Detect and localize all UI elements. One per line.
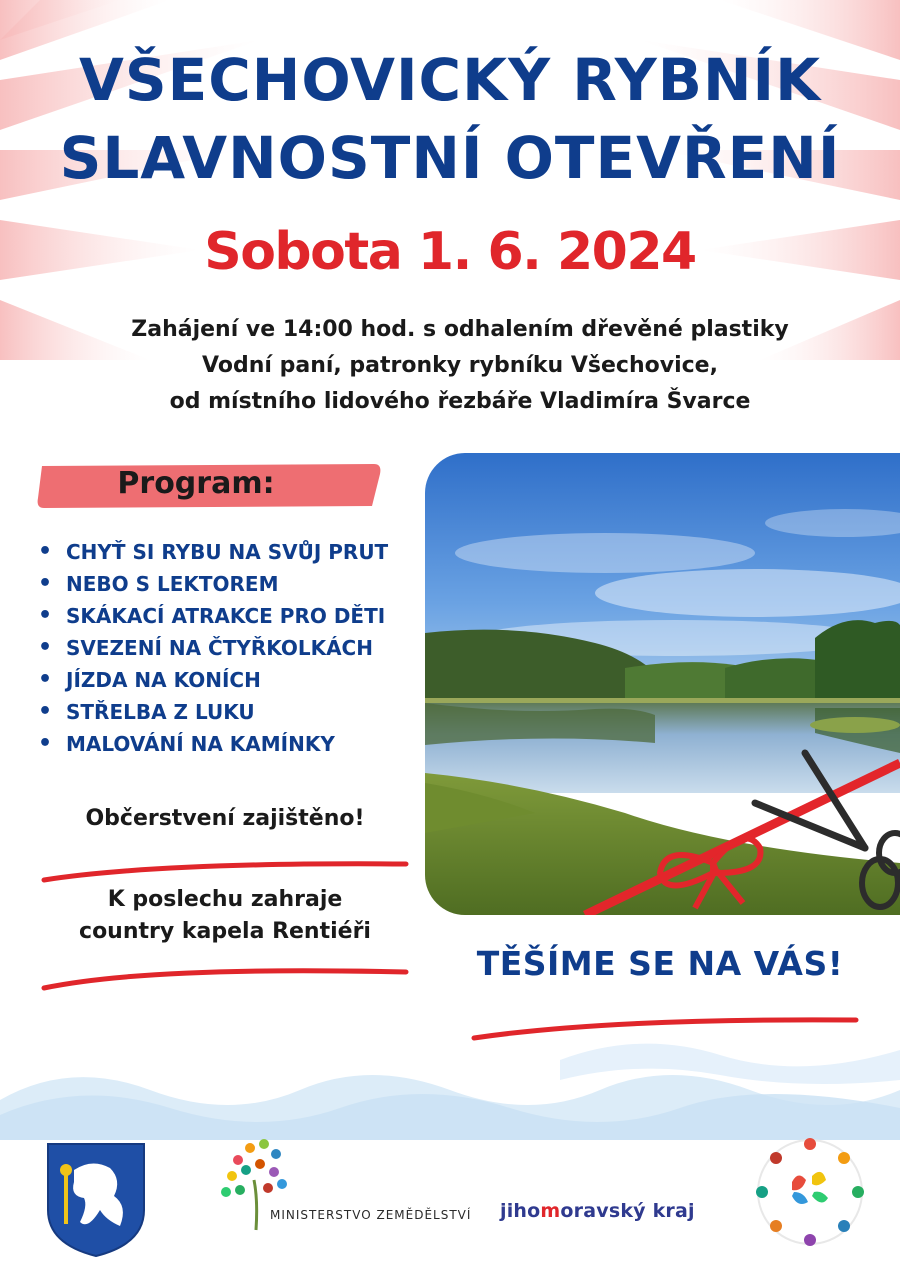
program-item: • MALOVÁNÍ NA KAMÍNKY	[36, 728, 426, 760]
program-label: Program:	[117, 466, 275, 501]
red-brush-stroke	[40, 856, 410, 886]
wave-decoration	[0, 1020, 900, 1140]
pond-photo-illustration	[425, 453, 900, 915]
tree-logo-icon	[218, 1130, 458, 1240]
program-item: • STŘELBA Z LUKU	[36, 696, 426, 728]
coat-of-arms-icon	[44, 1140, 148, 1258]
program-item: • SKÁKACÍ ATRAKCE PRO DĚTI	[36, 600, 426, 632]
program-item: • JÍZDA NA KONÍCH	[36, 664, 426, 696]
intro-line-3: od místního lidového řezbáře Vladimíra Švarce	[169, 389, 751, 414]
region-text-part: oravský kraj	[560, 1200, 695, 1222]
pond-photo	[425, 453, 900, 915]
intro-line-2: Vodní paní, patronky rybníku Všechovice,	[202, 353, 718, 378]
children-circle-logo-icon	[752, 1134, 868, 1250]
program-list	[36, 536, 426, 760]
welcome-text: TĚŠÍME SE NA VÁS!	[476, 944, 844, 983]
region-logo-text	[500, 1200, 695, 1222]
program-item: • SVEZENÍ NA ČTYŘKOLKÁCH	[36, 632, 426, 664]
title-line-1: VŠECHOVICKÝ RYBNÍK	[78, 46, 822, 114]
region-text-accent: m	[540, 1200, 561, 1222]
red-brush-stroke	[40, 960, 410, 992]
program-item: • CHYŤ SI RYBU NA SVŮJ PRUT	[36, 536, 426, 568]
music-line-2: country kapela Rentiéři	[79, 919, 371, 944]
ministry-name: MINISTERSTVO ZEMĚDĚLSTVÍ	[270, 1208, 472, 1222]
music-line-1: K poslechu zahraje	[107, 887, 343, 912]
intro-text	[0, 312, 900, 420]
intro-line-1: Zahájení ve 14:00 hod. s odhalením dřevěné plastiky	[131, 317, 789, 342]
region-text-part: jiho	[500, 1200, 541, 1222]
program-item: • NEBO S LEKTOREM	[36, 568, 426, 600]
title-line-2: SLAVNOSTNÍ OTEVŘENÍ	[59, 124, 841, 192]
music-note	[30, 884, 420, 948]
event-date: Sobota 1. 6. 2024	[204, 222, 696, 282]
refreshment-note: Občerstvení zajištěno!	[85, 806, 365, 831]
